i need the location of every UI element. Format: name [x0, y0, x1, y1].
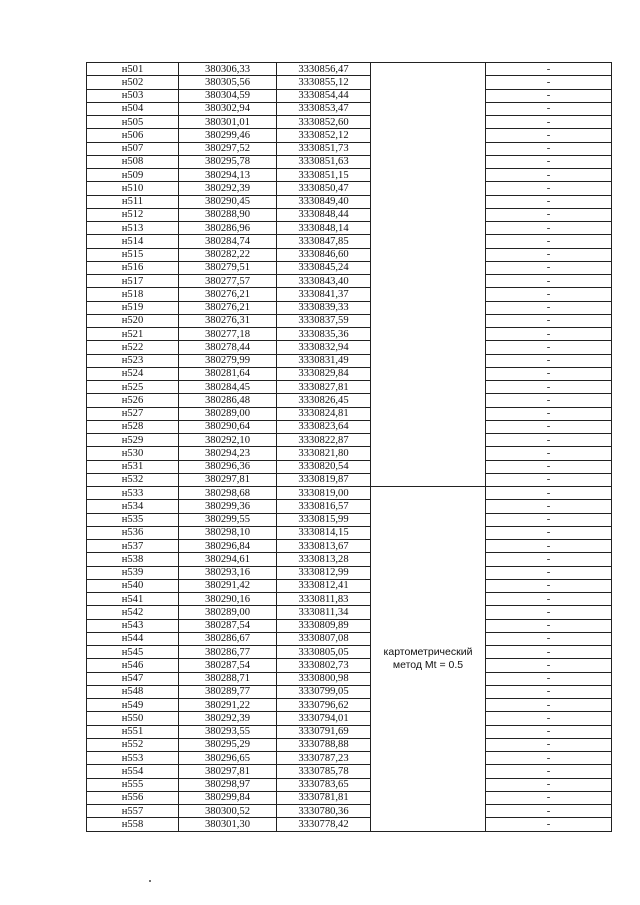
y-coordinate-cell: 3330855,12	[277, 76, 371, 89]
point-cell: н541	[87, 593, 179, 606]
table-row	[87, 579, 612, 592]
point-cell: н529	[87, 434, 179, 447]
table-row	[87, 805, 612, 818]
y-coordinate-cell: 3330826,45	[277, 394, 371, 407]
point-cell: н510	[87, 182, 179, 195]
point-cell: н502	[87, 76, 179, 89]
point-cell: н521	[87, 328, 179, 341]
y-coordinate-cell: 3330815,99	[277, 513, 371, 526]
note-cell: -	[486, 566, 612, 579]
y-coordinate-cell: 3330800,98	[277, 672, 371, 685]
coordinates-table	[86, 62, 612, 832]
table-row	[87, 116, 612, 129]
table-row	[87, 526, 612, 539]
y-coordinate-cell: 3330837,59	[277, 314, 371, 327]
point-cell: н536	[87, 526, 179, 539]
point-cell: н547	[87, 672, 179, 685]
x-coordinate-cell: 380290,64	[179, 420, 277, 433]
table-row	[87, 553, 612, 566]
y-coordinate-cell: 3330783,65	[277, 778, 371, 791]
note-cell: -	[486, 354, 612, 367]
point-cell: н531	[87, 460, 179, 473]
y-coordinate-cell: 3330813,67	[277, 540, 371, 553]
note-cell: -	[486, 685, 612, 698]
x-coordinate-cell: 380279,51	[179, 261, 277, 274]
y-coordinate-cell: 3330816,57	[277, 500, 371, 513]
x-coordinate-cell: 380288,71	[179, 672, 277, 685]
table-row	[87, 487, 612, 500]
point-cell: н509	[87, 169, 179, 182]
table-row	[87, 540, 612, 553]
point-cell: н555	[87, 778, 179, 791]
x-coordinate-cell: 380299,84	[179, 791, 277, 804]
x-coordinate-cell: 380277,57	[179, 275, 277, 288]
x-coordinate-cell: 380298,10	[179, 526, 277, 539]
y-coordinate-cell: 3330848,44	[277, 208, 371, 221]
note-cell: -	[486, 301, 612, 314]
note-cell: -	[486, 712, 612, 725]
table-row	[87, 367, 612, 380]
y-coordinate-cell: 3330832,94	[277, 341, 371, 354]
point-cell: н520	[87, 314, 179, 327]
table-row	[87, 261, 612, 274]
note-cell: -	[486, 169, 612, 182]
note-cell: -	[486, 222, 612, 235]
y-coordinate-cell: 3330802,73	[277, 659, 371, 672]
point-cell: н556	[87, 791, 179, 804]
point-cell: н501	[87, 63, 179, 76]
table-row	[87, 394, 612, 407]
table-row	[87, 76, 612, 89]
note-cell: -	[486, 487, 612, 500]
y-coordinate-cell: 3330819,87	[277, 473, 371, 486]
x-coordinate-cell: 380287,54	[179, 659, 277, 672]
note-cell: -	[486, 805, 612, 818]
note-cell: -	[486, 129, 612, 142]
point-cell: н512	[87, 208, 179, 221]
note-cell: -	[486, 473, 612, 486]
note-cell: -	[486, 791, 612, 804]
point-cell: н540	[87, 579, 179, 592]
x-coordinate-cell: 380298,97	[179, 778, 277, 791]
y-coordinate-cell: 3330854,44	[277, 89, 371, 102]
table-row	[87, 288, 612, 301]
y-coordinate-cell: 3330811,83	[277, 593, 371, 606]
point-cell: н513	[87, 222, 179, 235]
point-cell: н522	[87, 341, 179, 354]
x-coordinate-cell: 380296,36	[179, 460, 277, 473]
table-row	[87, 155, 612, 168]
table-row	[87, 89, 612, 102]
note-cell: -	[486, 672, 612, 685]
note-cell: -	[486, 208, 612, 221]
table-row	[87, 169, 612, 182]
y-coordinate-cell: 3330781,81	[277, 791, 371, 804]
note-cell: -	[486, 725, 612, 738]
note-cell: -	[486, 116, 612, 129]
x-coordinate-cell: 380294,23	[179, 447, 277, 460]
x-coordinate-cell: 380289,77	[179, 685, 277, 698]
note-cell: -	[486, 699, 612, 712]
x-coordinate-cell: 380297,52	[179, 142, 277, 155]
y-coordinate-cell: 3330853,47	[277, 102, 371, 115]
table-row	[87, 778, 612, 791]
y-coordinate-cell: 3330780,36	[277, 805, 371, 818]
point-cell: н538	[87, 553, 179, 566]
note-cell: -	[486, 659, 612, 672]
y-coordinate-cell: 3330852,12	[277, 129, 371, 142]
point-cell: н533	[87, 487, 179, 500]
point-cell: н519	[87, 301, 179, 314]
table-row	[87, 142, 612, 155]
y-coordinate-cell: 3330778,42	[277, 818, 371, 831]
y-coordinate-cell: 3330852,60	[277, 116, 371, 129]
note-cell: -	[486, 420, 612, 433]
y-coordinate-cell: 3330829,84	[277, 367, 371, 380]
point-cell: н514	[87, 235, 179, 248]
table-row	[87, 102, 612, 115]
x-coordinate-cell: 380276,21	[179, 301, 277, 314]
table-row	[87, 738, 612, 751]
point-cell: н505	[87, 116, 179, 129]
point-cell: н542	[87, 606, 179, 619]
y-coordinate-cell: 3330805,05	[277, 646, 371, 659]
point-cell: н516	[87, 261, 179, 274]
y-coordinate-cell: 3330847,85	[277, 235, 371, 248]
note-cell: -	[486, 606, 612, 619]
table-row	[87, 672, 612, 685]
table-row	[87, 381, 612, 394]
table-row	[87, 195, 612, 208]
x-coordinate-cell: 380301,01	[179, 116, 277, 129]
note-cell: -	[486, 632, 612, 645]
table-row	[87, 593, 612, 606]
x-coordinate-cell: 380282,22	[179, 248, 277, 261]
y-coordinate-cell: 3330812,41	[277, 579, 371, 592]
table-row	[87, 248, 612, 261]
point-cell: н553	[87, 752, 179, 765]
x-coordinate-cell: 380300,52	[179, 805, 277, 818]
x-coordinate-cell: 380277,18	[179, 328, 277, 341]
point-cell: н551	[87, 725, 179, 738]
y-coordinate-cell: 3330823,64	[277, 420, 371, 433]
table-row	[87, 341, 612, 354]
table-row	[87, 275, 612, 288]
table-row	[87, 791, 612, 804]
x-coordinate-cell: 380301,30	[179, 818, 277, 831]
note-cell: -	[486, 182, 612, 195]
note-cell: -	[486, 434, 612, 447]
x-coordinate-cell: 380284,45	[179, 381, 277, 394]
x-coordinate-cell: 380297,81	[179, 765, 277, 778]
note-cell: -	[486, 447, 612, 460]
note-cell: -	[486, 460, 612, 473]
note-cell: -	[486, 341, 612, 354]
x-coordinate-cell: 380276,21	[179, 288, 277, 301]
note-cell: -	[486, 102, 612, 115]
table-row	[87, 632, 612, 645]
table-row	[87, 606, 612, 619]
note-cell: -	[486, 76, 612, 89]
note-cell: -	[486, 513, 612, 526]
y-coordinate-cell: 3330827,81	[277, 381, 371, 394]
y-coordinate-cell: 3330809,89	[277, 619, 371, 632]
y-coordinate-cell: 3330824,81	[277, 407, 371, 420]
note-cell: -	[486, 367, 612, 380]
table-row	[87, 460, 612, 473]
table-row	[87, 314, 612, 327]
y-coordinate-cell: 3330821,80	[277, 447, 371, 460]
x-coordinate-cell: 380294,61	[179, 553, 277, 566]
x-coordinate-cell: 380292,39	[179, 182, 277, 195]
x-coordinate-cell: 380292,39	[179, 712, 277, 725]
point-cell: н557	[87, 805, 179, 818]
note-cell: -	[486, 540, 612, 553]
point-cell: н543	[87, 619, 179, 632]
point-cell: н515	[87, 248, 179, 261]
x-coordinate-cell: 380293,55	[179, 725, 277, 738]
point-cell: н549	[87, 699, 179, 712]
y-coordinate-cell: 3330856,47	[277, 63, 371, 76]
x-coordinate-cell: 380292,10	[179, 434, 277, 447]
y-coordinate-cell: 3330846,60	[277, 248, 371, 261]
point-cell: н508	[87, 155, 179, 168]
table-row	[87, 659, 612, 672]
y-coordinate-cell: 3330796,62	[277, 699, 371, 712]
note-cell: -	[486, 765, 612, 778]
point-cell: н511	[87, 195, 179, 208]
y-coordinate-cell: 3330848,14	[277, 222, 371, 235]
x-coordinate-cell: 380298,68	[179, 487, 277, 500]
method-cell: картометрический метод Mt = 0.5	[371, 487, 486, 832]
x-coordinate-cell: 380286,96	[179, 222, 277, 235]
point-cell: н528	[87, 420, 179, 433]
table-row	[87, 420, 612, 433]
note-cell: -	[486, 261, 612, 274]
x-coordinate-cell: 380288,90	[179, 208, 277, 221]
x-coordinate-cell: 380302,94	[179, 102, 277, 115]
y-coordinate-cell: 3330850,47	[277, 182, 371, 195]
point-cell: н544	[87, 632, 179, 645]
x-coordinate-cell: 380289,00	[179, 407, 277, 420]
point-cell: н527	[87, 407, 179, 420]
table-row	[87, 699, 612, 712]
x-coordinate-cell: 380306,33	[179, 63, 277, 76]
table-row	[87, 434, 612, 447]
y-coordinate-cell: 3330831,49	[277, 354, 371, 367]
table-row	[87, 354, 612, 367]
y-coordinate-cell: 3330851,63	[277, 155, 371, 168]
x-coordinate-cell: 380293,16	[179, 566, 277, 579]
point-cell: н554	[87, 765, 179, 778]
table-row	[87, 818, 612, 831]
point-cell: н537	[87, 540, 179, 553]
y-coordinate-cell: 3330822,87	[277, 434, 371, 447]
x-coordinate-cell: 380296,84	[179, 540, 277, 553]
y-coordinate-cell: 3330835,36	[277, 328, 371, 341]
table-row	[87, 685, 612, 698]
note-cell: -	[486, 619, 612, 632]
x-coordinate-cell: 380297,81	[179, 473, 277, 486]
table-row	[87, 712, 612, 725]
note-cell: -	[486, 275, 612, 288]
x-coordinate-cell: 380286,48	[179, 394, 277, 407]
y-coordinate-cell: 3330791,69	[277, 725, 371, 738]
y-coordinate-cell: 3330785,78	[277, 765, 371, 778]
note-cell: -	[486, 248, 612, 261]
x-coordinate-cell: 380299,46	[179, 129, 277, 142]
point-cell: н530	[87, 447, 179, 460]
table-row	[87, 407, 612, 420]
note-cell: -	[486, 752, 612, 765]
point-cell: н526	[87, 394, 179, 407]
x-coordinate-cell: 380295,29	[179, 738, 277, 751]
point-cell: н523	[87, 354, 179, 367]
point-cell: н507	[87, 142, 179, 155]
table-row	[87, 765, 612, 778]
x-coordinate-cell: 380290,16	[179, 593, 277, 606]
point-cell: н518	[87, 288, 179, 301]
note-cell: -	[486, 288, 612, 301]
coordinates-table-body	[87, 63, 612, 832]
x-coordinate-cell: 380286,77	[179, 646, 277, 659]
point-cell: н558	[87, 818, 179, 831]
note-cell: -	[486, 381, 612, 394]
table-row	[87, 646, 612, 659]
point-cell: н532	[87, 473, 179, 486]
note-cell: -	[486, 63, 612, 76]
y-coordinate-cell: 3330787,23	[277, 752, 371, 765]
note-cell: -	[486, 155, 612, 168]
x-coordinate-cell: 380305,56	[179, 76, 277, 89]
y-coordinate-cell: 3330851,73	[277, 142, 371, 155]
x-coordinate-cell: 380299,36	[179, 500, 277, 513]
method-cell-empty	[371, 63, 486, 487]
x-coordinate-cell: 380290,45	[179, 195, 277, 208]
x-coordinate-cell: 380279,99	[179, 354, 277, 367]
note-cell: -	[486, 235, 612, 248]
table-row	[87, 235, 612, 248]
note-cell: -	[486, 778, 612, 791]
point-cell: н546	[87, 659, 179, 672]
note-cell: -	[486, 818, 612, 831]
note-cell: -	[486, 142, 612, 155]
note-cell: -	[486, 328, 612, 341]
x-coordinate-cell: 380278,44	[179, 341, 277, 354]
note-cell: -	[486, 579, 612, 592]
table-row	[87, 513, 612, 526]
y-coordinate-cell: 3330812,99	[277, 566, 371, 579]
table-row	[87, 129, 612, 142]
point-cell: н535	[87, 513, 179, 526]
x-coordinate-cell: 380299,55	[179, 513, 277, 526]
table-row	[87, 208, 612, 221]
y-coordinate-cell: 3330807,08	[277, 632, 371, 645]
note-cell: -	[486, 738, 612, 751]
y-coordinate-cell: 3330841,37	[277, 288, 371, 301]
note-cell: -	[486, 407, 612, 420]
x-coordinate-cell: 380291,42	[179, 579, 277, 592]
table-row	[87, 63, 612, 76]
point-cell: н517	[87, 275, 179, 288]
x-coordinate-cell: 380295,78	[179, 155, 277, 168]
table-row	[87, 500, 612, 513]
point-cell: н504	[87, 102, 179, 115]
point-cell: н524	[87, 367, 179, 380]
y-coordinate-cell: 3330820,54	[277, 460, 371, 473]
note-cell: -	[486, 195, 612, 208]
x-coordinate-cell: 380296,65	[179, 752, 277, 765]
x-coordinate-cell: 380289,00	[179, 606, 277, 619]
y-coordinate-cell: 3330839,33	[277, 301, 371, 314]
y-coordinate-cell: 3330814,15	[277, 526, 371, 539]
x-coordinate-cell: 380286,67	[179, 632, 277, 645]
x-coordinate-cell: 380304,59	[179, 89, 277, 102]
note-cell: -	[486, 314, 612, 327]
y-coordinate-cell: 3330794,01	[277, 712, 371, 725]
point-cell: н525	[87, 381, 179, 394]
y-coordinate-cell: 3330845,24	[277, 261, 371, 274]
point-cell: н552	[87, 738, 179, 751]
table-row	[87, 752, 612, 765]
point-cell: н550	[87, 712, 179, 725]
x-coordinate-cell: 380287,54	[179, 619, 277, 632]
x-coordinate-cell: 380276,31	[179, 314, 277, 327]
point-cell: н534	[87, 500, 179, 513]
y-coordinate-cell: 3330851,15	[277, 169, 371, 182]
note-cell: -	[486, 394, 612, 407]
y-coordinate-cell: 3330813,28	[277, 553, 371, 566]
table-row	[87, 725, 612, 738]
table-row	[87, 447, 612, 460]
x-coordinate-cell: 380284,74	[179, 235, 277, 248]
x-coordinate-cell: 380294,13	[179, 169, 277, 182]
y-coordinate-cell: 3330788,88	[277, 738, 371, 751]
table-row	[87, 222, 612, 235]
note-cell: -	[486, 500, 612, 513]
point-cell: н539	[87, 566, 179, 579]
table-row	[87, 473, 612, 486]
y-coordinate-cell: 3330799,05	[277, 685, 371, 698]
y-coordinate-cell: 3330843,40	[277, 275, 371, 288]
table-row	[87, 566, 612, 579]
table-row	[87, 301, 612, 314]
table-row	[87, 328, 612, 341]
note-cell: -	[486, 593, 612, 606]
x-coordinate-cell: 380281,64	[179, 367, 277, 380]
note-cell: -	[486, 646, 612, 659]
x-coordinate-cell: 380291,22	[179, 699, 277, 712]
point-cell: н506	[87, 129, 179, 142]
y-coordinate-cell: 3330819,00	[277, 487, 371, 500]
y-coordinate-cell: 3330849,40	[277, 195, 371, 208]
page-mark	[149, 880, 151, 882]
point-cell: н548	[87, 685, 179, 698]
note-cell: -	[486, 89, 612, 102]
note-cell: -	[486, 553, 612, 566]
point-cell: н545	[87, 646, 179, 659]
note-cell: -	[486, 526, 612, 539]
y-coordinate-cell: 3330811,34	[277, 606, 371, 619]
table-row	[87, 182, 612, 195]
point-cell: н503	[87, 89, 179, 102]
table-row	[87, 619, 612, 632]
